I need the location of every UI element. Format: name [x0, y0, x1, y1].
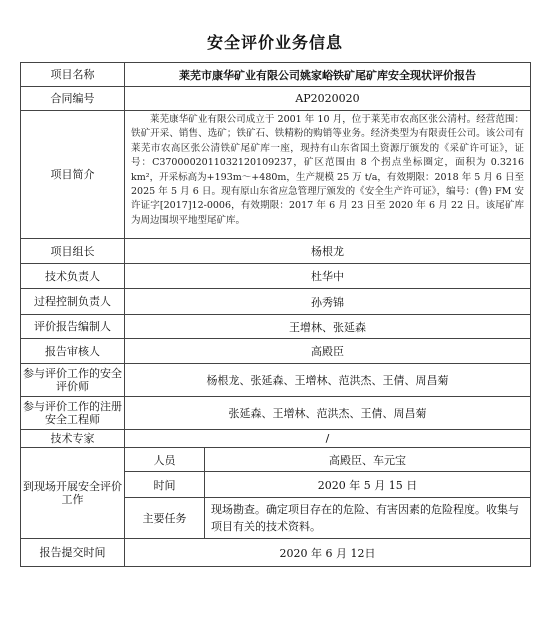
registered-engineers-value: 张延森、王增林、范洪杰、王倩、周昌菊 — [125, 397, 531, 430]
registered-engineers-label: 参与评价工作的注册安全工程师 — [21, 397, 125, 430]
project-intro-label: 项目简介 — [21, 111, 125, 239]
process-control-label: 过程控制负责人 — [21, 289, 125, 315]
row-submission-time — [21, 539, 531, 567]
row-process-control — [21, 289, 531, 315]
contract-no-value: AP2020020 — [125, 87, 531, 111]
row-site-personnel — [21, 448, 531, 472]
row-registered-engineers — [21, 397, 531, 430]
site-work-label: 到现场开展安全评价工作 — [21, 448, 125, 539]
submission-time-label: 报告提交时间 — [21, 539, 125, 567]
site-personnel-value: 高殿臣、车元宝 — [205, 448, 531, 472]
row-contract-no — [21, 87, 531, 111]
row-team-leader — [21, 239, 531, 264]
safety-assessors-label: 参与评价工作的安全评价师 — [21, 364, 125, 397]
page-title: 安全评价业务信息 — [206, 33, 343, 52]
report-author-label: 评价报告编制人 — [21, 315, 125, 339]
report-author-value: 王增林、张延森 — [125, 315, 531, 339]
site-time-value: 2020 年 5 月 15 日 — [205, 472, 531, 498]
tech-lead-label: 技术负责人 — [21, 264, 125, 289]
tech-experts-value: / — [125, 430, 531, 448]
site-time-label: 时间 — [125, 472, 205, 498]
tech-experts-label: 技术专家 — [21, 430, 125, 448]
row-report-reviewer — [21, 339, 531, 364]
business-info-table — [20, 62, 531, 567]
row-report-author — [21, 315, 531, 339]
safety-assessors-value: 杨根龙、张延森、王增林、范洪杰、王倩、周昌菊 — [125, 364, 531, 397]
row-tech-lead — [21, 264, 531, 289]
report-reviewer-value: 高殿臣 — [125, 339, 531, 364]
project-intro-cell — [125, 111, 531, 239]
tech-lead-value: 杜华中 — [125, 264, 531, 289]
process-control-value: 孙秀锦 — [125, 289, 531, 315]
contract-no-label: 合同编号 — [21, 87, 125, 111]
team-leader-label: 项目组长 — [21, 239, 125, 264]
project-name-label: 项目名称 — [21, 63, 125, 87]
project-intro-text: 莱芜康华矿业有限公司成立于 2001 年 10 月，位于莱芜市农高区张公清村。经营范围：铁矿开采、销售、选矿；铁矿石、铁精粉的购销等业务。经济类型为有限责任公司。该公司有莱芜市农高区张公清铁矿尾矿库一座，现持有山东省国土资源厅颁发的《采矿许可证》，证号：C3700002011032120109237，矿区范围由 8 个拐点坐标圈定，面积为 0.3216 km²，开采标高为+193m～+480m，生产规模 25 万 t/a，有效期限：2018 年 5 月 6 日至 2025 年 5 月 6 日。现有原山东省应急管理厅颁发的《安全生产许可证》，编号：(鲁) FM 安许证字[2017]12-0006，有效期限：2017 年 6 月 23 日至 2020 年 6 月 22 日。该尾矿库为周边围坝平地型尾矿库。 — [131, 114, 524, 226]
site-task-value: 现场勘查。确定项目存在的危险、有害因素的危险程度。收集与项目有关的技术资料。 — [205, 498, 531, 539]
row-safety-assessors — [21, 364, 531, 397]
site-task-label: 主要任务 — [125, 498, 205, 539]
team-leader-value: 杨根龙 — [125, 239, 531, 264]
site-personnel-label: 人员 — [125, 448, 205, 472]
row-tech-experts — [21, 430, 531, 448]
row-project-intro — [21, 111, 531, 239]
row-project-name — [21, 63, 531, 87]
report-reviewer-label: 报告审核人 — [21, 339, 125, 364]
project-name-value: 莱芜市康华矿业有限公司姚家峪铁矿尾矿库安全现状评价报告 — [125, 63, 531, 87]
submission-time-value: 2020 年 6 月 12日 — [125, 539, 531, 567]
